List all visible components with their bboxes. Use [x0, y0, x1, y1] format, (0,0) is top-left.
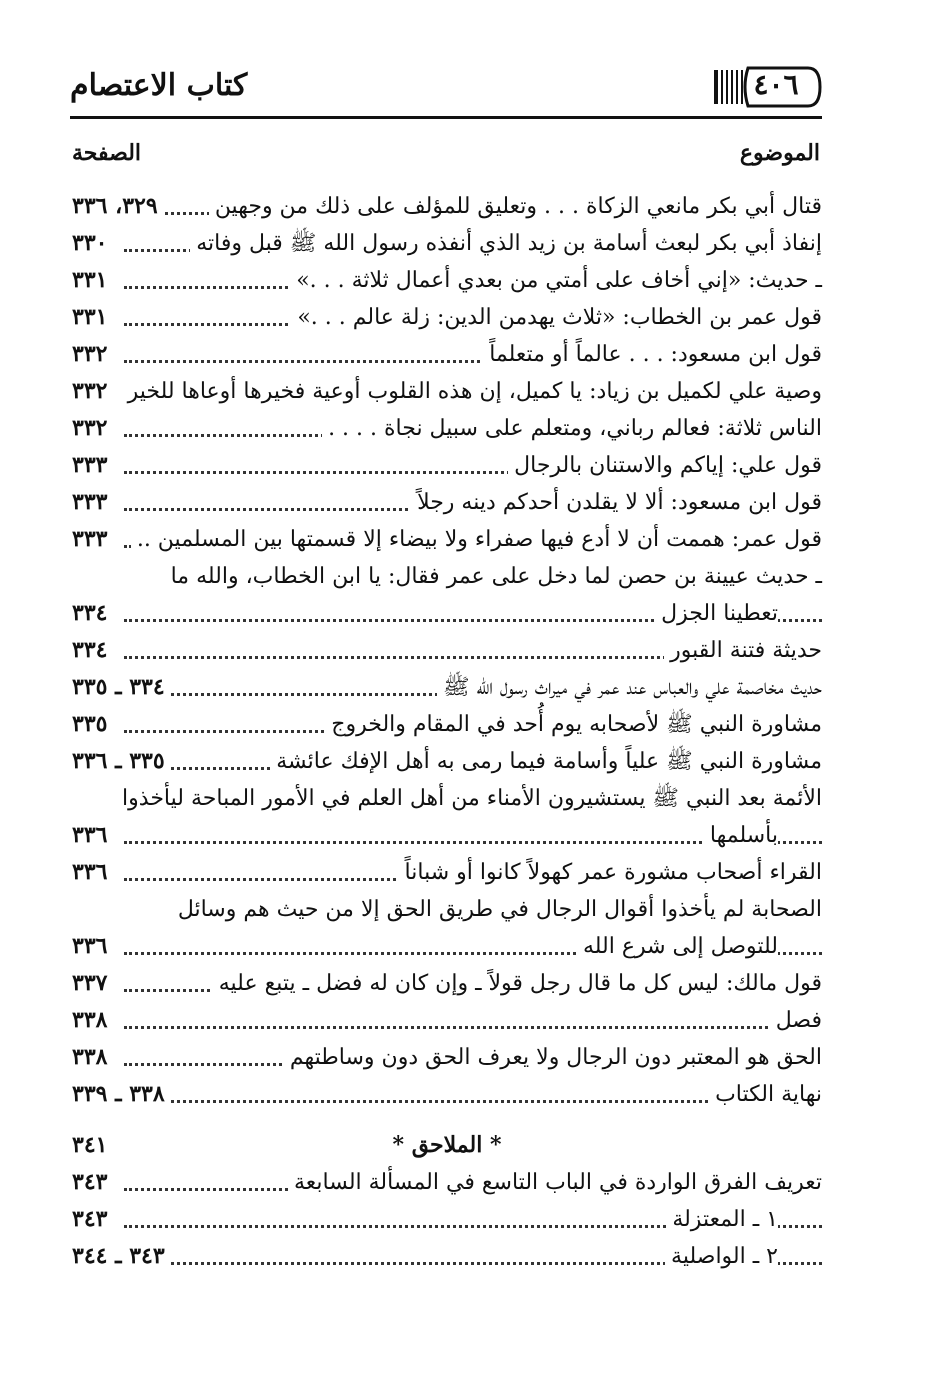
- entry-page: ٣٣٦: [72, 928, 113, 965]
- entry-page: ٣٣٥ ـ ٣٣٦: [72, 743, 171, 780]
- entry-title: الأئمة بعد النبي ﷺ يستشيرون الأمناء من أهل العلم في الأمور المباحة ليأخذوا: [122, 780, 822, 817]
- index-entry: [72, 854, 822, 891]
- entry-title: قول علي: إياكم والاستنان بالرجال: [508, 447, 822, 484]
- entry-title: قول عمر: هممت أن لا أدع فيها صفراء ولا بيضاء إلا قسمتها بين المسلمين ..: [131, 521, 822, 558]
- entry-page: ٣٣٨ ـ ٣٣٩: [72, 1076, 171, 1113]
- index-entry: [72, 1039, 822, 1076]
- entry-title: قول ابن مسعود: ألا لا يقلدن أحدكم دينه رجلاً: [411, 484, 822, 521]
- entry-title: فصل: [770, 1002, 822, 1039]
- book-title: كتاب الاعتصام: [70, 68, 248, 103]
- header-rule: [70, 116, 822, 119]
- entry-title: مشاورة النبي ﷺ علياً وأسامة فيما رمى به أهل الإفك عائشة: [270, 743, 822, 780]
- index-entry: [72, 1201, 822, 1238]
- index-entry: [72, 262, 822, 299]
- entry-page: ٣٣٧: [72, 965, 113, 1002]
- entry-page: ٣٣١: [72, 262, 113, 299]
- entry-page: ٣٣٢: [72, 336, 113, 373]
- entry-title: قتال أبي بكر مانعي الزكاة . . . وتعليق للمؤلف على ذلك من وجهين: [209, 188, 822, 225]
- entry-page: ٣٣٨: [72, 1002, 113, 1039]
- entry-title: ـ حديث عيينة بن حصن لما دخل على عمر فقال: يا ابن الخطاب، والله ما: [171, 558, 822, 595]
- entry-page: ٣٣٢: [72, 373, 113, 410]
- index-entry: [72, 1238, 822, 1275]
- entry-title: إنفاذ أبي بكر لبعث أسامة بن زيد الذي أنفذه رسول الله ﷺ قبل وفاته: [190, 225, 822, 262]
- entry-page: ٣٣٥: [72, 706, 113, 743]
- entry-title: ٢ ـ الواصلية: [665, 1238, 778, 1275]
- index-entry: [72, 817, 822, 854]
- entry-page: ٣٢٩، ٣٣٦: [72, 188, 164, 225]
- index-entry: [72, 743, 822, 780]
- entry-title: تعريف الفرق الواردة في الباب التاسع في المسألة السابعة: [288, 1164, 822, 1201]
- entry-page: ٣٣٨: [72, 1039, 113, 1076]
- index-entry: [72, 521, 822, 558]
- entry-title: الناس ثلاثة: فعالم رباني، ومتعلم على سبيل نجاة . . . .: [322, 410, 822, 447]
- entry-page: ٣٣٣: [72, 447, 113, 484]
- entry-page: ٣٤٣: [72, 1201, 113, 1238]
- index-entry: [72, 1002, 822, 1039]
- entry-page: ٣٣٠: [72, 225, 113, 262]
- running-header: [70, 62, 822, 114]
- index-entry: [72, 373, 822, 410]
- index-entry-continued: [72, 558, 822, 595]
- topic-column-heading: الموضوع: [739, 140, 820, 166]
- entry-page: ٣٣٣: [72, 484, 113, 521]
- index-entry-continued: [72, 780, 822, 817]
- index-entry-continued: [72, 891, 822, 928]
- index-entry: [72, 447, 822, 484]
- entry-title: للتوصل إلى شرع الله: [577, 928, 778, 965]
- entry-title: نهاية الكتاب: [709, 1076, 822, 1113]
- entry-page: ٣٤٣: [72, 1164, 113, 1201]
- entry-title: الحق هو المعتبر دون الرجال ولا يعرف الحق دون وساطتهم: [284, 1039, 822, 1076]
- dot-leader: [124, 1026, 822, 1029]
- entry-title: ـ حديث: «إني أخاف على أمتي من بعدي أعمال ثلاثة . . .»: [290, 262, 822, 299]
- index-entry: [72, 188, 822, 225]
- entry-title: ١ ـ المعتزلة: [666, 1201, 778, 1238]
- section-spacer: [72, 1113, 822, 1127]
- entry-page: ٣٣٢: [72, 410, 113, 447]
- index-entry: [72, 928, 822, 965]
- appendix-title: * الملاحق *: [392, 1132, 502, 1158]
- index-entry: [72, 706, 822, 743]
- entry-title: قول عمر بن الخطاب: «ثلاث يهدمن الدين: زلة عالم . . .»: [291, 299, 822, 336]
- index-entry: [72, 484, 822, 521]
- index-entry: [72, 410, 822, 447]
- entry-title: مشاورة النبي ﷺ لأصحابه يوم أُحد في المقام والخروج: [325, 706, 822, 743]
- page-column-heading: الصفحة: [72, 140, 142, 166]
- index-entry: [72, 595, 822, 632]
- entry-title: القراء أصحاب مشورة عمر كهولاً كانوا أو شباناً: [399, 854, 822, 891]
- entry-page: ٣٣١: [72, 299, 113, 336]
- entry-title: الصحابة لم يأخذوا أقوال الرجال في طريق الحق إلا من حيث هم وسائل: [178, 891, 822, 928]
- appendix-heading-row: [72, 1127, 822, 1164]
- appendix-page: ٣٤١: [72, 1127, 113, 1164]
- entry-title: قول مالك: ليس كل ما قال رجل قولاً ـ وإن كان له فضل ـ يتبع عليه: [213, 965, 822, 1002]
- index-entry: [72, 336, 822, 373]
- entry-page: ٣٣٤: [72, 632, 113, 669]
- entry-title: بأسلمها: [704, 817, 778, 854]
- index-entry: [72, 1076, 822, 1113]
- index-entry: [72, 1164, 822, 1201]
- entry-title: تعطينا الجزل: [655, 595, 778, 632]
- entry-title: وصية علي لكميل بن زياد: يا كميل، إن هذه القلوب أوعية فخيرها أوعاها للخير: [122, 373, 822, 410]
- entry-page: ٣٤٣ ـ ٣٤٤: [72, 1238, 171, 1275]
- index-entry: [72, 299, 822, 336]
- entry-page: ٣٣٤: [72, 595, 113, 632]
- entry-page: ٣٣٤ ـ ٣٣٥: [72, 669, 171, 706]
- entry-title: حديث مخاصمة علي والعباس عند عمر في ميراث رسول الله ﷺ: [437, 669, 822, 706]
- page-number: ٤٠٦: [753, 68, 799, 101]
- entry-title: حديثة فتنة القبور: [664, 632, 822, 669]
- index-entries: [72, 188, 822, 1275]
- entry-title: قول ابن مسعود: . . . عالماً أو متعلماً: [483, 336, 822, 373]
- index-entry: [72, 669, 822, 706]
- entry-page: ٣٣٣: [72, 521, 113, 558]
- entry-page: ٣٣٦: [72, 817, 113, 854]
- index-entry: [72, 632, 822, 669]
- index-entry: [72, 965, 822, 1002]
- entry-page: ٣٣٦: [72, 854, 113, 891]
- index-entry: [72, 225, 822, 262]
